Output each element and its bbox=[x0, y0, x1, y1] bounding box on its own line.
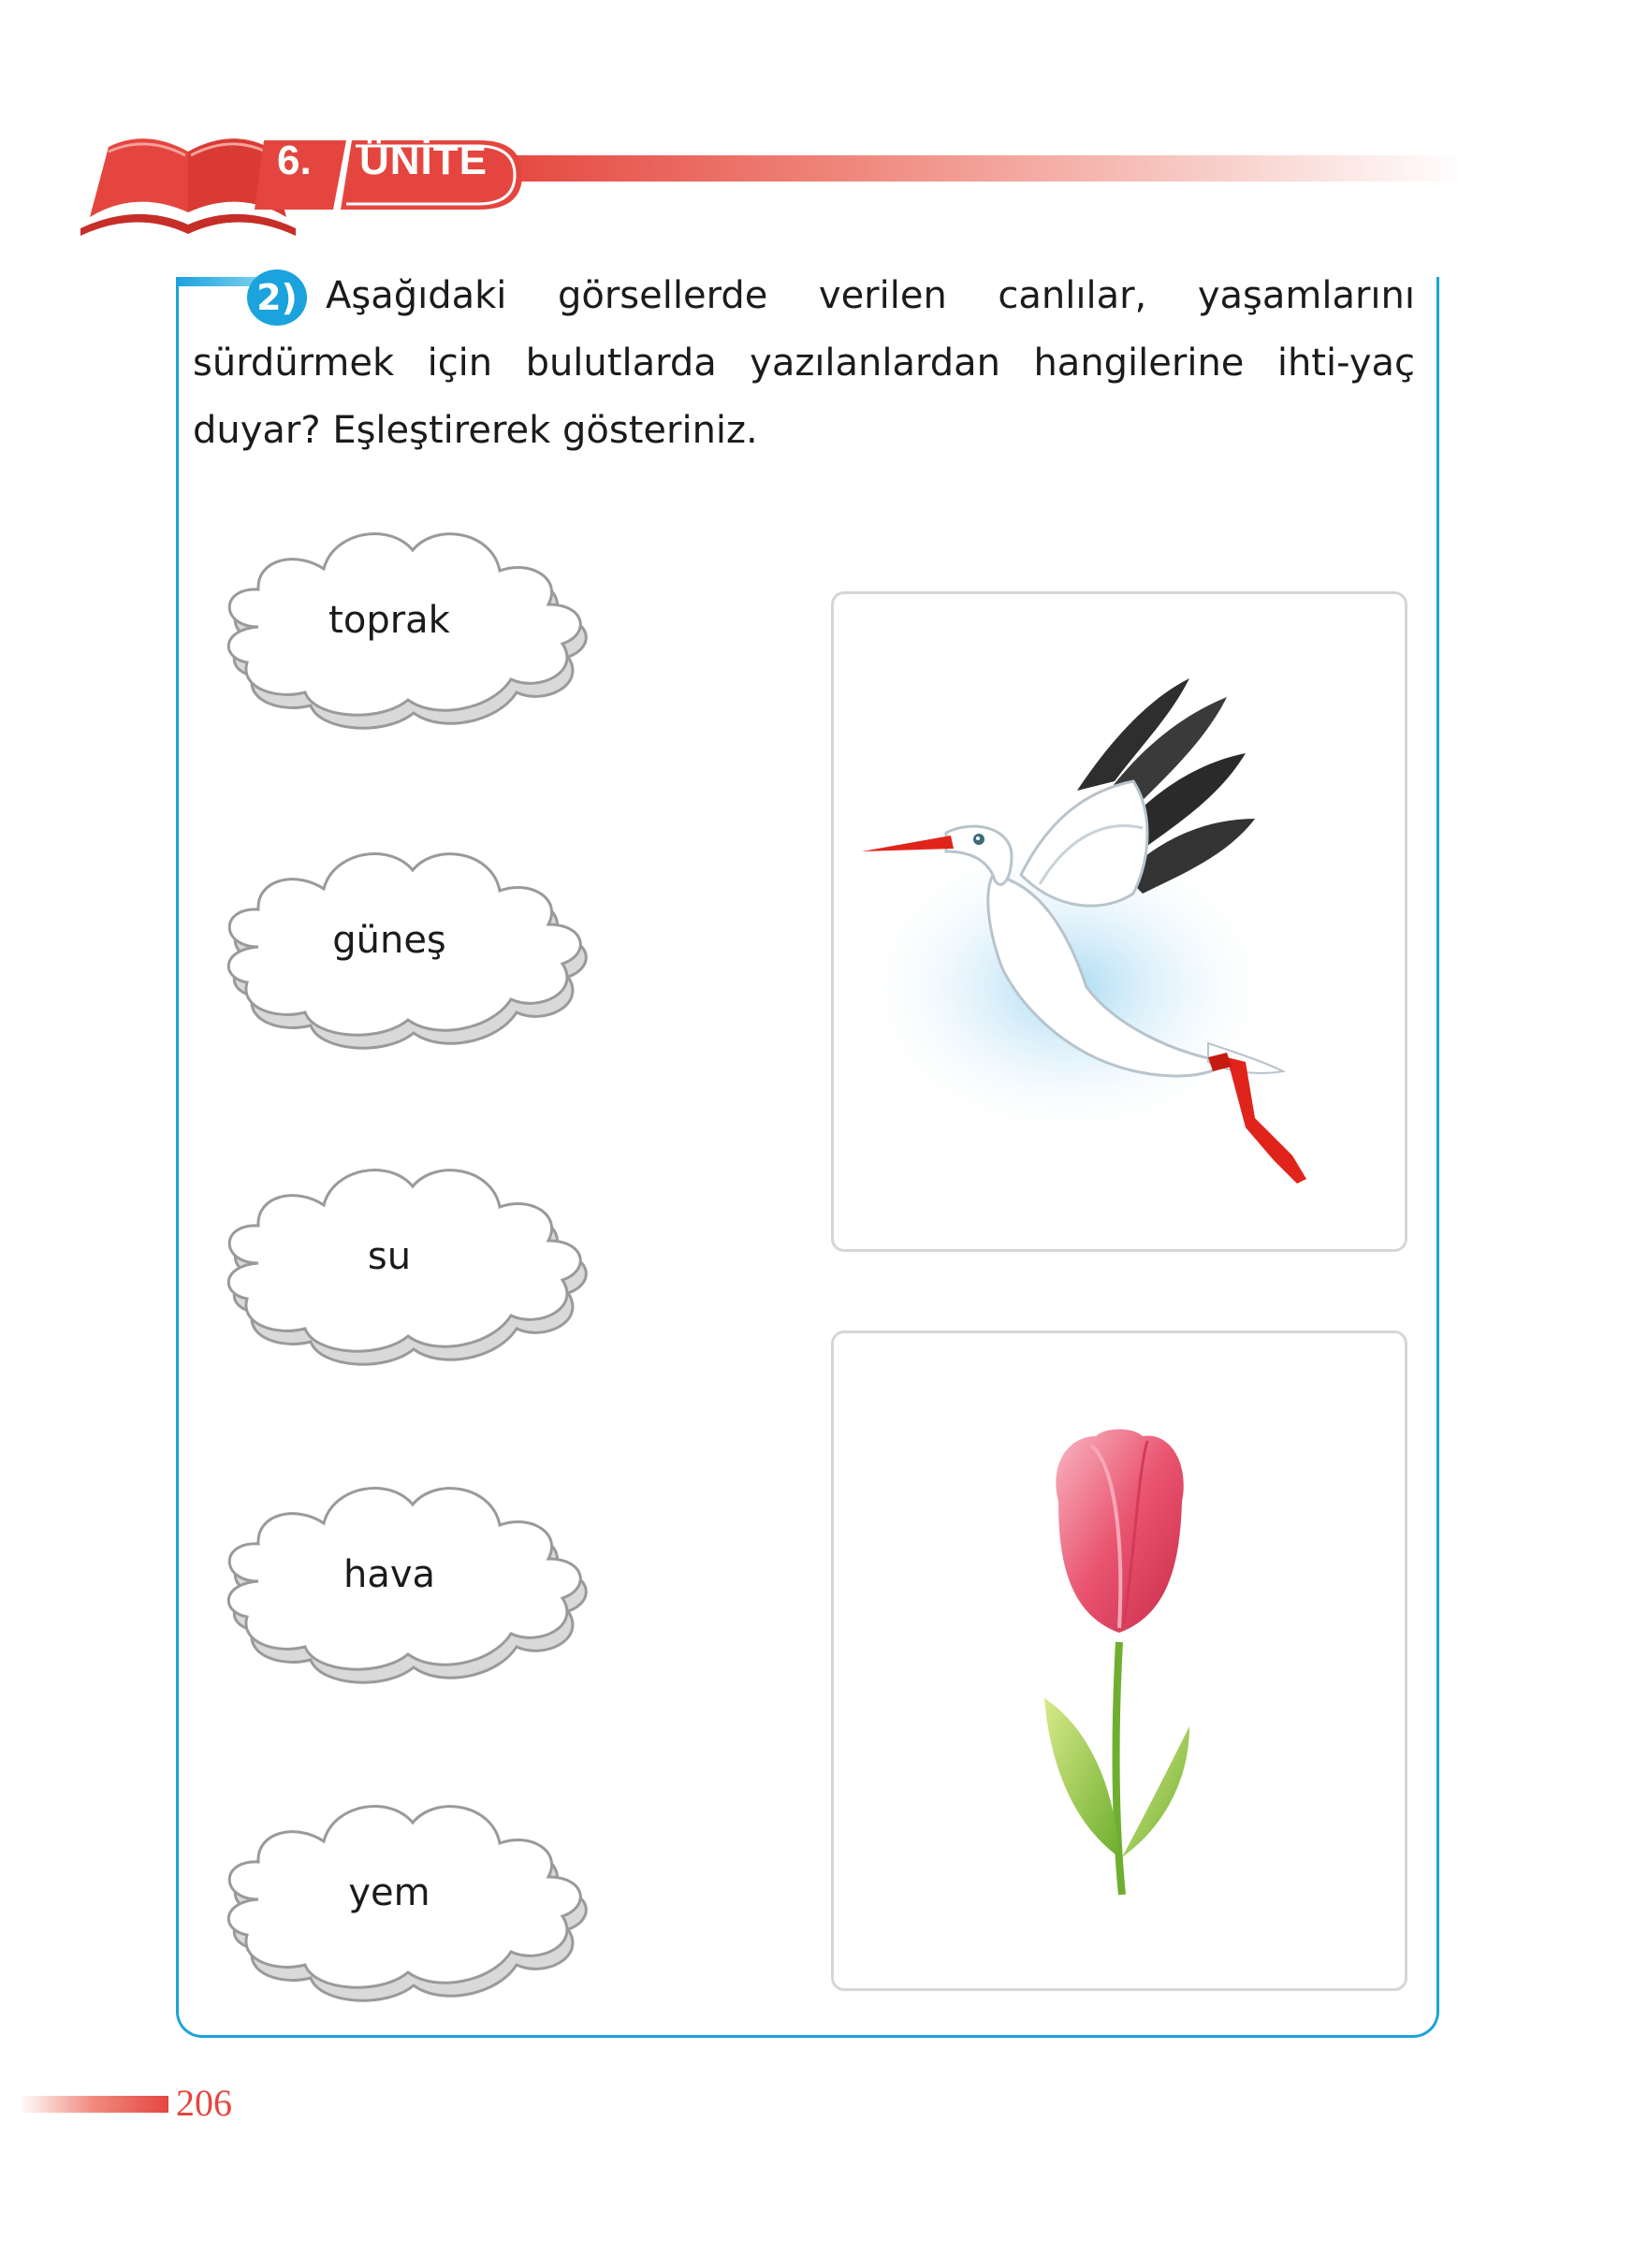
cloud-gunes[interactable] bbox=[202, 833, 612, 1057]
question-number-badge: 2) bbox=[247, 269, 307, 326]
stork-picture-box[interactable] bbox=[831, 591, 1407, 1252]
cloud-label: toprak bbox=[328, 599, 450, 642]
cloud-label: hava bbox=[343, 1553, 436, 1596]
tulip-picture-box[interactable] bbox=[831, 1330, 1407, 1991]
cloud-label: yem bbox=[348, 1871, 430, 1914]
stork-icon bbox=[834, 594, 1405, 1249]
cloud-label: güneş bbox=[332, 919, 446, 962]
cloud-su[interactable] bbox=[202, 1149, 612, 1374]
cloud-yem[interactable] bbox=[202, 1785, 612, 2010]
footer-accent-bar bbox=[19, 2096, 168, 2113]
cloud-label: su bbox=[367, 1235, 412, 1278]
cloud-toprak[interactable] bbox=[202, 513, 612, 737]
header-strip bbox=[492, 155, 1465, 182]
tulip-icon bbox=[834, 1333, 1405, 1988]
cloud-hava[interactable] bbox=[202, 1467, 612, 1692]
page-number: 206 bbox=[176, 2082, 232, 2124]
unit-number: 6. bbox=[277, 138, 312, 183]
question-text: Aşağıdaki görsellerde verilen canlılar, yaşamlarını sürdürmek için bulutlarda yazılanlardan hangilerine ihti-yaç duyar? Eşleştirerek gösteriniz. bbox=[193, 274, 1415, 452]
unit-label: ÜNİTE bbox=[359, 138, 488, 183]
unit-header bbox=[80, 124, 1465, 245]
